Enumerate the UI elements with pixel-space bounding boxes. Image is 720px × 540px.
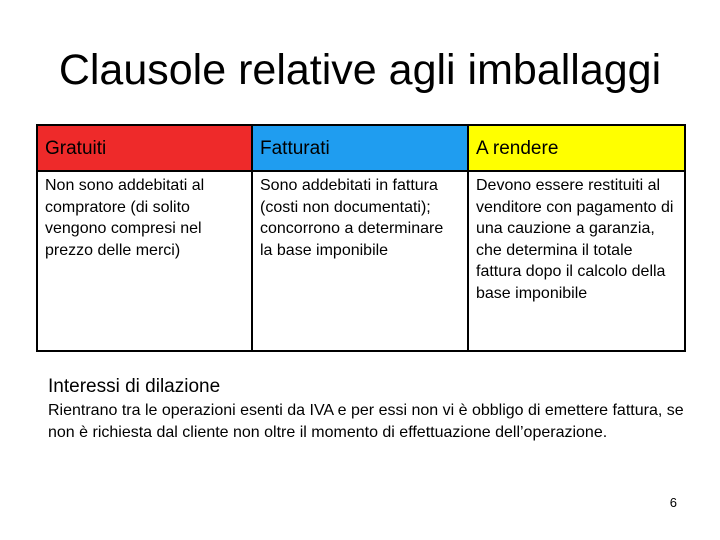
page-number: 6 <box>669 495 677 510</box>
header-cell-gratuiti: Gratuiti <box>38 126 253 172</box>
body-cell-fatturati: Sono addebitati in fattura (costi non documentati); concorrono a determinare la base imponibile <box>253 172 469 350</box>
body-cell-a-rendere: Devono essere restituiti al venditore con pagamento di una cauzione a garanzia, che determina il totale fattura dopo il calcolo della base imponibile <box>476 177 674 302</box>
slide-title: Clausole relative agli imballaggi <box>58 46 662 94</box>
section-heading: Interessi di dilazione <box>48 376 221 397</box>
packaging-table <box>36 124 686 352</box>
section-text: Rientrano tra le operazioni esenti da IVA e per essi non vi è obbligo di emettere fattura, se non è richiesta dal cliente non oltre il momento di effettuazione dell’operazione. <box>48 402 684 441</box>
header-cell-fatturati: Fatturati <box>253 126 469 172</box>
body-cell-gratuiti: Non sono addebitati al compratore (di solito vengono compresi nel prezzo delle merci) <box>38 172 253 350</box>
header-cell-a-rendere: A rendere <box>469 126 684 172</box>
